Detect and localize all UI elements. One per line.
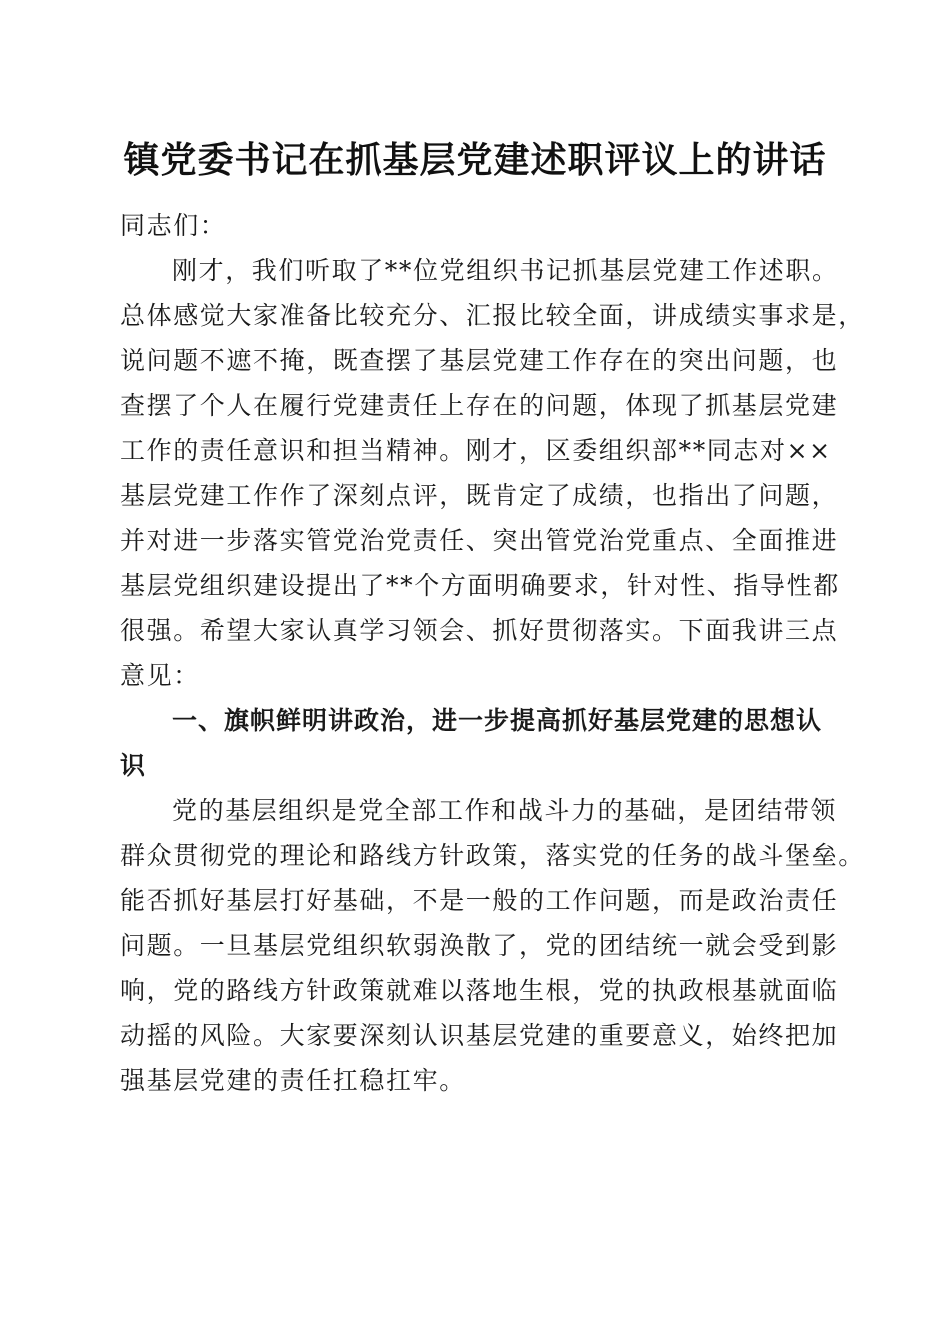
paragraph-1 [120, 248, 865, 698]
paragraph-line: 问题。一旦基层党组织软弱涣散了，党的团结统一就会受到影 [120, 931, 839, 960]
paragraph-line: 群众贯彻党的理论和路线方针政策，落实党的任务的战斗堡垒。 [120, 841, 865, 870]
paragraph-line: 刚才，我们听取了**位党组织书记抓基层党建工作述职。 [172, 256, 839, 285]
heading-line: 识 [120, 751, 147, 780]
paragraph-line: 能否抓好基层打好基础，不是一般的工作问题，而是政治责任 [120, 886, 839, 915]
paragraph-line: 工作的责任意识和担当精神。刚才，区委组织部**同志对×× [120, 436, 832, 465]
document-body [120, 203, 865, 1103]
paragraph-line: 强基层党建的责任扛稳扛牢。 [120, 1066, 466, 1095]
paragraph-line: 党的基层组织是党全部工作和战斗力的基础，是团结带领 [172, 796, 838, 825]
paragraph-line: 基层党建工作作了深刻点评，既肯定了成绩，也指出了问题， [120, 481, 839, 510]
document-title: 镇党委书记在抓基层党建述职评议上的讲话 [123, 139, 827, 181]
paragraph-line: 总体感觉大家准备比较充分、汇报比较全面，讲成绩实事求是， [120, 301, 865, 330]
heading-line: 一、旗帜鲜明讲政治，进一步提高抓好基层党建的思想认 [172, 706, 823, 735]
paragraph-line: 查摆了个人在履行党建责任上存在的问题，体现了抓基层党建 [120, 391, 839, 420]
salutation: 同志们： [120, 211, 227, 240]
paragraph-line: 响，党的路线方针政策就难以落地生根，党的执政根基就面临 [120, 976, 839, 1005]
paragraph-line: 很强。希望大家认真学习领会、抓好贯彻落实。下面我讲三点 [120, 616, 839, 645]
paragraph-line: 动摇的风险。大家要深刻认识基层党建的重要意义，始终把加 [120, 1021, 839, 1050]
paragraph-line: 说问题不遮不掩，既查摆了基层党建工作存在的突出问题，也 [120, 346, 839, 375]
paragraph-line: 基层党组织建设提出了**个方面明确要求，针对性、指导性都 [120, 571, 840, 600]
paragraph-line: 并对进一步落实管党治党责任、突出管党治党重点、全面推进 [120, 526, 839, 555]
paragraph-line: 意见： [120, 661, 200, 690]
paragraph-2 [120, 788, 865, 1103]
section-heading-1 [120, 698, 830, 788]
